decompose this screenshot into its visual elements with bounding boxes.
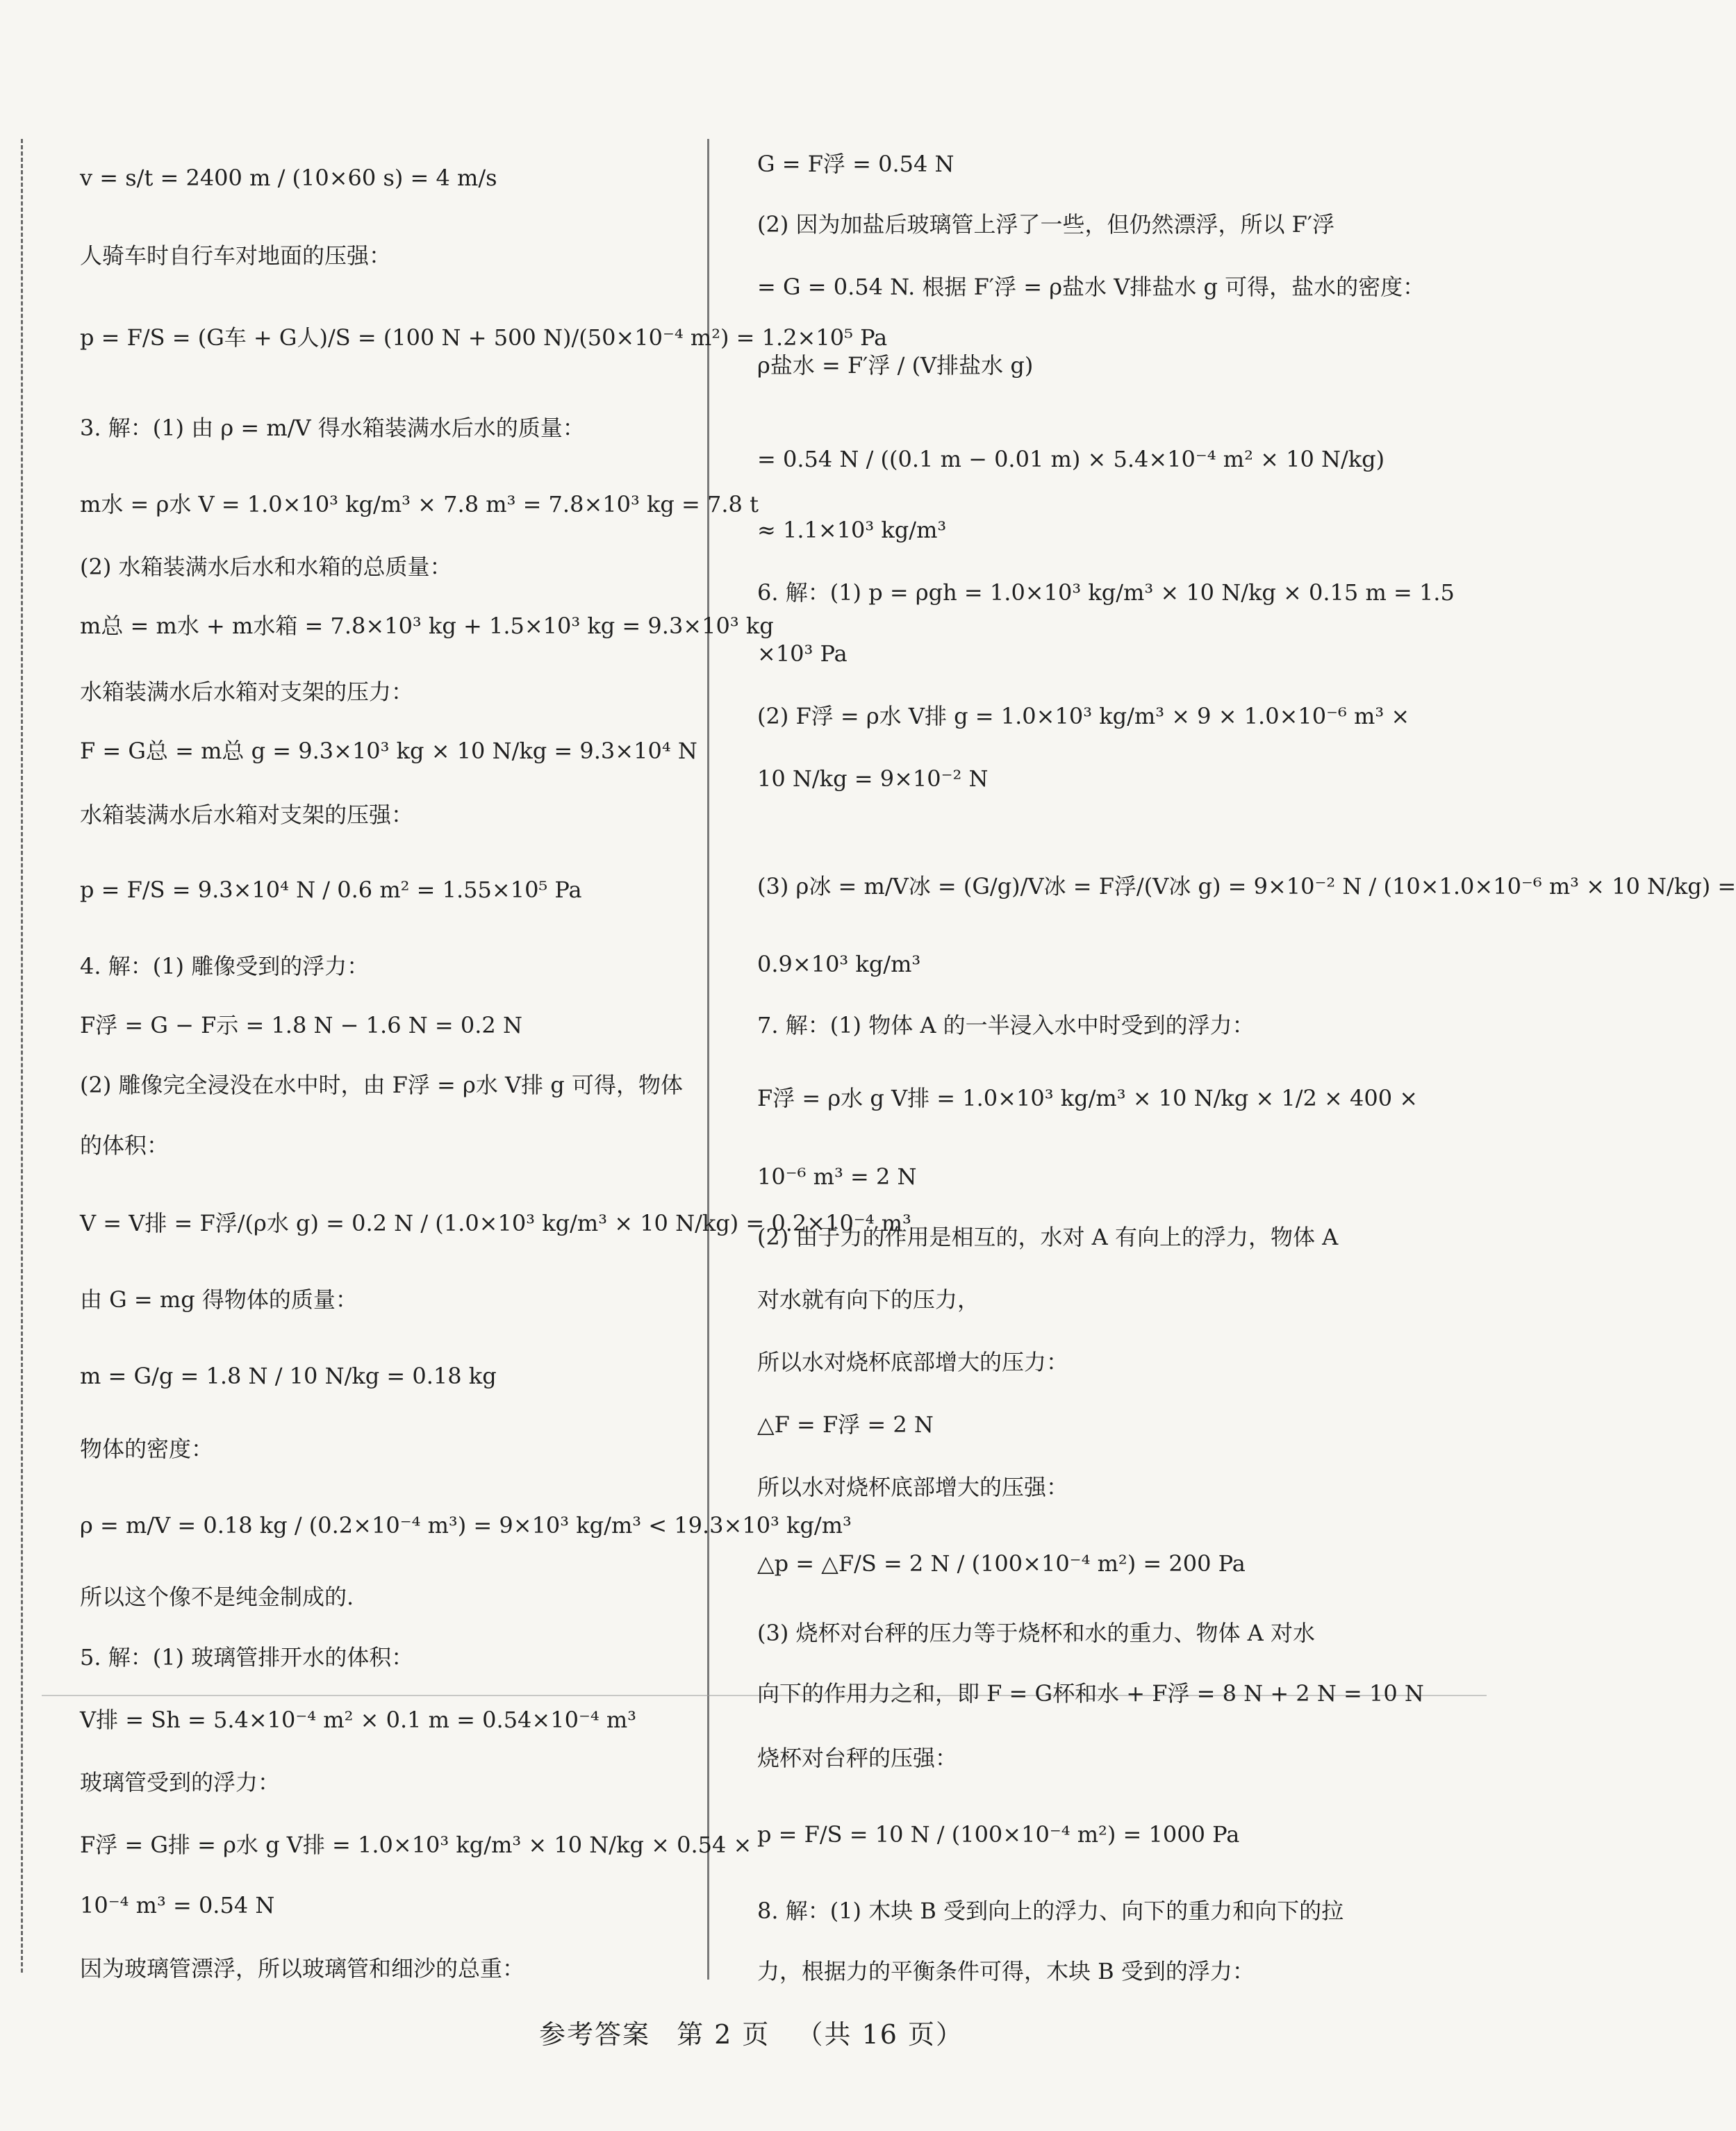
left-line-16: V = V排 = F浮/(ρ水 g) = 0.2 N / (1.0×10³ kg/m³ × 10 N/kg) = 0.2×10⁻⁴ m³ bbox=[80, 1210, 911, 1236]
footer-total-pages: （共 16 页） bbox=[796, 2019, 964, 2050]
right-line-15: 10⁻⁶ m³ = 2 N bbox=[757, 1163, 917, 1190]
left-line-15: 的体积： bbox=[80, 1132, 170, 1159]
left-line-17: 由 G = mg 得物体的质量： bbox=[80, 1286, 358, 1313]
right-line-14: F浮 = ρ水 g V排 = 1.0×10³ kg/m³ × 10 N/kg × 1/2 × 400 × bbox=[757, 1085, 1419, 1111]
right-line-12: 0.9×10³ kg/m³ bbox=[757, 951, 921, 977]
left-line-20: ρ = m/V = 0.18 kg / (0.2×10⁻⁴ m³) = 9×10³ kg/m³ < 19.3×10³ kg/m³ bbox=[80, 1512, 852, 1539]
right-line-24: 烧杯对台秤的压强： bbox=[757, 1745, 958, 1771]
left-line-7: m总 = m水 + m水箱 = 7.8×10³ kg + 1.5×10³ kg = 9.3×10³ kg bbox=[80, 613, 774, 639]
left-line-27: 因为玻璃管漂浮，所以玻璃管和细沙的总重： bbox=[80, 1955, 525, 1982]
left-line-13: F浮 = G − F示 = 1.8 N − 1.6 N = 0.2 N bbox=[80, 1012, 522, 1038]
right-line-26: 8. 解：(1) 木块 B 受到向上的浮力、向下的重力和向下的拉 bbox=[757, 1898, 1344, 1924]
left-line-12: 4. 解：(1) 雕像受到的浮力： bbox=[80, 953, 370, 979]
right-line-25: p = F/S = 10 N / (100×10⁻⁴ m²) = 1000 Pa bbox=[757, 1821, 1240, 1848]
right-line-1: G = F浮 = 0.54 N bbox=[757, 151, 954, 177]
right-line-3: = G = 0.54 N. 根据 F′浮 = ρ盐水 V排盐水 g 可得，盐水的密度： bbox=[757, 274, 1425, 300]
left-line-25: F浮 = G排 = ρ水 g V排 = 1.0×10³ kg/m³ × 10 N/kg × 0.54 × bbox=[80, 1832, 752, 1858]
left-line-21: 所以这个像不是纯金制成的. bbox=[80, 1584, 354, 1610]
right-line-11: (3) ρ冰 = m/V冰 = (G/g)/V冰 = F浮/(V冰 g) = 9×10⁻² N / (10×1.0×10⁻⁶ m³ × 10 N/kg) = bbox=[757, 873, 1736, 899]
left-line-11: p = F/S = 9.3×10⁴ N / 0.6 m² = 1.55×10⁵ Pa bbox=[80, 877, 582, 903]
right-line-21: △p = △F/S = 2 N / (100×10⁻⁴ m²) = 200 Pa bbox=[757, 1550, 1246, 1577]
right-line-7: 6. 解：(1) p = ρgh = 1.0×10³ kg/m³ × 10 N/kg × 0.15 m = 1.5 bbox=[757, 579, 1455, 606]
right-line-6: ≈ 1.1×10³ kg/m³ bbox=[757, 517, 947, 543]
left-line-4: 3. 解：(1) 由 ρ = m/V 得水箱装满水后水的质量： bbox=[80, 415, 585, 441]
left-line-19: 物体的密度： bbox=[80, 1436, 214, 1462]
left-line-5: m水 = ρ水 V = 1.0×10³ kg/m³ × 7.8 m³ = 7.8×10³ kg = 7.8 t bbox=[80, 491, 759, 517]
left-line-6: (2) 水箱装满水后水和水箱的总质量： bbox=[80, 554, 452, 580]
right-line-5: = 0.54 N / ((0.1 m − 0.01 m) × 5.4×10⁻⁴ m² × 10 N/kg) bbox=[757, 446, 1385, 472]
left-line-10: 水箱装满水后水箱对支架的压强： bbox=[80, 802, 414, 828]
right-line-2: (2) 因为加盐后玻璃管上浮了一些，但仍然漂浮，所以 F′浮 bbox=[757, 211, 1335, 238]
right-line-13: 7. 解：(1) 物体 A 的一半浸入水中时受到的浮力： bbox=[757, 1012, 1255, 1038]
right-line-23: 向下的作用力之和，即 F = G杯和水 + F浮 = 8 N + 2 N = 10 N bbox=[757, 1680, 1424, 1707]
footer-label: 参考答案 bbox=[538, 2019, 650, 2050]
left-line-1: v = s/t = 2400 m / (10×60 s) = 4 m/s bbox=[80, 165, 497, 191]
left-line-24: 玻璃管受到的浮力： bbox=[80, 1769, 281, 1796]
left-line-9: F = G总 = m总 g = 9.3×10³ kg × 10 N/kg = 9.3×10⁴ N bbox=[80, 738, 697, 764]
footer-page-number: 第 2 页 bbox=[677, 2019, 770, 2050]
right-line-8: ×10³ Pa bbox=[757, 640, 848, 667]
page-footer bbox=[0, 2013, 1503, 2051]
left-line-18: m = G/g = 1.8 N / 10 N/kg = 0.18 kg bbox=[80, 1363, 497, 1389]
left-line-22: 5. 解：(1) 玻璃管排开水的体积： bbox=[80, 1644, 414, 1670]
left-line-3: p = F/S = (G车 + G人)/S = (100 N + 500 N)/(50×10⁻⁴ m²) = 1.2×10⁵ Pa bbox=[80, 324, 888, 351]
right-line-18: 所以水对烧杯底部增大的压力： bbox=[757, 1349, 1069, 1375]
right-line-20: 所以水对烧杯底部增大的压强： bbox=[757, 1474, 1069, 1500]
left-line-2: 人骑车时自行车对地面的压强： bbox=[80, 242, 392, 269]
right-line-22: (3) 烧杯对台秤的压力等于烧杯和水的重力、物体 A 对水 bbox=[757, 1620, 1315, 1646]
right-line-17: 对水就有向下的压力， bbox=[757, 1286, 980, 1313]
left-margin-dashed-line bbox=[21, 139, 23, 1973]
right-line-10: 10 N/kg = 9×10⁻² N bbox=[757, 765, 989, 792]
right-line-4: ρ盐水 = F′浮 / (V排盐水 g) bbox=[757, 352, 1034, 379]
left-line-26: 10⁻⁴ m³ = 0.54 N bbox=[80, 1892, 275, 1918]
right-line-16: (2) 由于力的作用是相互的，水对 A 有向上的浮力，物体 A bbox=[757, 1224, 1339, 1250]
left-line-8: 水箱装满水后水箱对支架的压力： bbox=[80, 679, 414, 705]
left-line-23: V排 = Sh = 5.4×10⁻⁴ m² × 0.1 m = 0.54×10⁻⁴ m³ bbox=[80, 1707, 637, 1733]
column-separator bbox=[707, 139, 709, 1980]
right-line-27: 力，根据力的平衡条件可得，木块 B 受到的浮力： bbox=[757, 1958, 1255, 1984]
left-line-14: (2) 雕像完全浸没在水中时，由 F浮 = ρ水 V排 g 可得，物体 bbox=[80, 1072, 683, 1098]
right-line-19: △F = F浮 = 2 N bbox=[757, 1411, 934, 1438]
right-line-9: (2) F浮 = ρ水 V排 g = 1.0×10³ kg/m³ × 9 × 1.0×10⁻⁶ m³ × bbox=[757, 703, 1410, 729]
